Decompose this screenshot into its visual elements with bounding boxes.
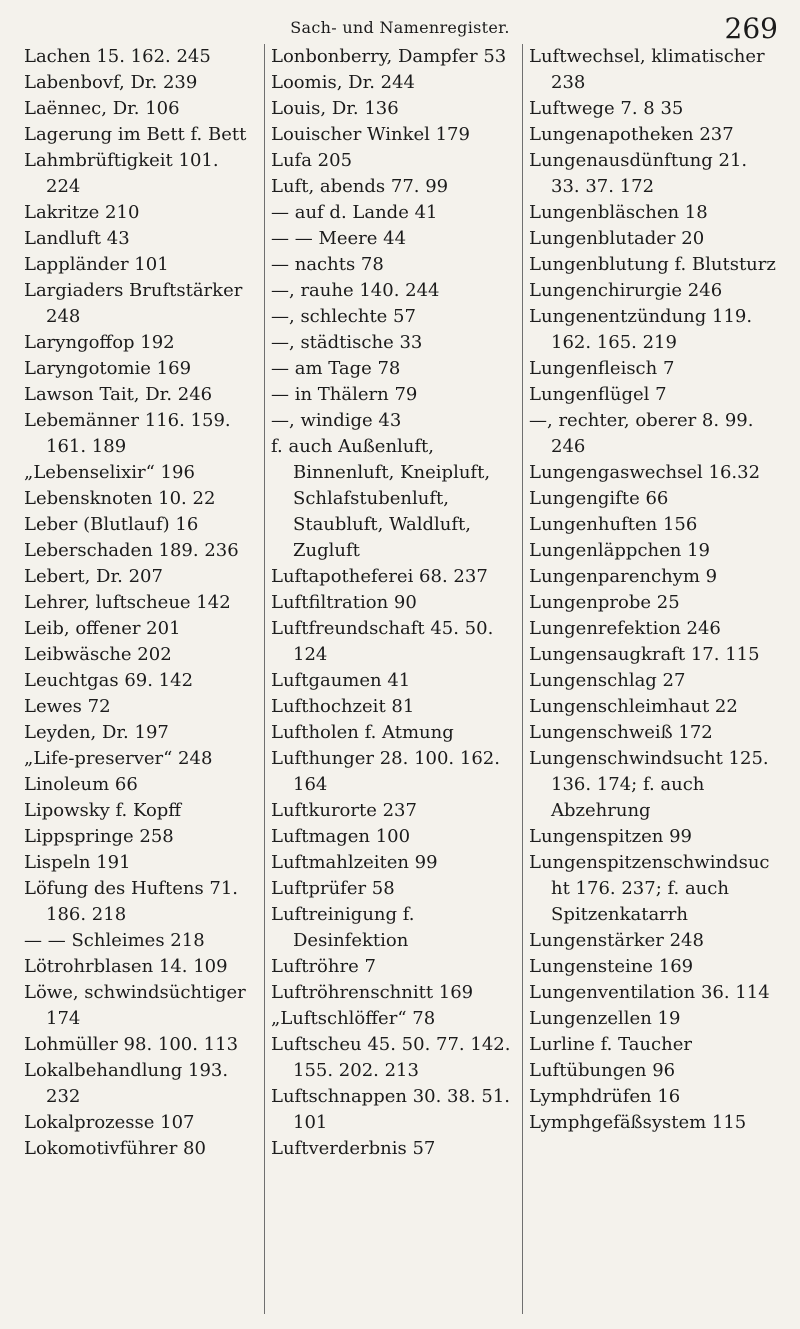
index-entry: Leber (Blutlauf) 16 <box>24 514 199 535</box>
index-entry: Luftgaumen 41 <box>271 670 411 691</box>
index-entry: Landluft 43 <box>24 228 130 249</box>
index-column-2 <box>264 44 522 1314</box>
running-title: Sach- und Namenregister. <box>290 18 510 37</box>
index-entry: —, städtische 33 <box>271 332 423 353</box>
index-entry: Louis, Dr. 136 <box>271 98 399 119</box>
index-entry: Labenbovf, Dr. 239 <box>24 72 198 93</box>
index-entry: Louischer Winkel 179 <box>271 124 470 145</box>
index-entry: Lungenzellen 19 <box>529 1008 681 1029</box>
index-entry: Leuchtgas 69. 142 <box>24 670 194 691</box>
index-entry: Luftwege 7. 8 35 <box>529 98 684 119</box>
index-entry: Lispeln 191 <box>24 852 131 873</box>
index-entry: Lungenparenchym 9 <box>529 566 718 587</box>
index-entry: Luftwechsel, klimatischer 238 <box>529 46 765 93</box>
index-entry: Luftröhrenschnitt 169 <box>271 982 474 1003</box>
index-entry: —, rauhe 140. 244 <box>271 280 440 301</box>
index-entry: Lokomotivführer 80 <box>24 1138 206 1159</box>
index-entry: Linoleum 66 <box>24 774 138 795</box>
index-entry: Lungenventilation 36. 114 <box>529 982 770 1003</box>
index-entry: Lungenapotheken 237 <box>529 124 734 145</box>
index-entry: Lungengaswechsel 16.32 <box>529 462 761 483</box>
index-entry: Lungenchirurgie 246 <box>529 280 723 301</box>
index-entry: Luft, abends 77. 99 <box>271 176 449 197</box>
index-entry: Lungenschweiß 172 <box>529 722 713 743</box>
index-entry: Laryngoffop 192 <box>24 332 175 353</box>
index-entry: Lawson Tait, Dr. 246 <box>24 384 213 405</box>
index-entry: Luftreinigung f. Desinfektion <box>271 904 415 951</box>
index-entry: Luftfreundschaft 45. 50. 124 <box>271 618 494 665</box>
index-entry: —, windige 43 <box>271 410 402 431</box>
index-entry: Luftfiltration 90 <box>271 592 417 613</box>
index-entry: Löfung des Huftens 71. 186. 218 <box>24 878 239 925</box>
index-entry: Lappländer 101 <box>24 254 169 275</box>
index-column-3 <box>522 44 784 1314</box>
index-entry: Laryngotomie 169 <box>24 358 192 379</box>
page-header <box>0 8 800 48</box>
index-column-1 <box>24 44 264 1314</box>
index-entry: Lungenschlag 27 <box>529 670 686 691</box>
index-entry: Lebert, Dr. 207 <box>24 566 163 587</box>
index-entry: Lakritze 210 <box>24 202 140 223</box>
index-entry: Lohmüller 98. 100. 113 <box>24 1034 239 1055</box>
index-entry: Lipowsky f. Kopff <box>24 800 182 821</box>
index-entry: — am Tage 78 <box>271 358 401 379</box>
index-entry: Laënnec, Dr. 106 <box>24 98 180 119</box>
index-entry: Luftscheu 45. 50. 77. 142. 155. 202. 213 <box>271 1034 511 1081</box>
index-entry: Lungenschleimhaut 22 <box>529 696 738 717</box>
index-entry: Lufa 205 <box>271 150 353 171</box>
index-entry: Lonbonberry, Dampfer 53 <box>271 46 507 67</box>
index-entry: Lungenschwindsucht 125. 136. 174; f. auch Abzehrung <box>529 748 769 821</box>
index-entry: Luftschnappen 30. 38. 51. 101 <box>271 1086 511 1133</box>
index-entry: Lungenbläschen 18 <box>529 202 708 223</box>
index-entry: Lungengifte 66 <box>529 488 669 509</box>
index-entry: Lungensaugkraft 17. 115 <box>529 644 760 665</box>
index-entry: Luftverderbnis 57 <box>271 1138 436 1159</box>
index-entry: Löwe, schwindsüchtiger 174 <box>24 982 246 1029</box>
index-entry: Largiaders Bruftstärker 248 <box>24 280 243 327</box>
index-entry: Lungenhuften 156 <box>529 514 698 535</box>
index-entry: Lurline f. Taucher <box>529 1034 692 1055</box>
index-entry: Luftmagen 100 <box>271 826 411 847</box>
index-entry: f. auch Außenluft, Binnenluft, Kneipluft, Schlafstubenluft, Staubluft, Waldluft, Zugluft <box>271 436 491 561</box>
index-entry: Luftapotheferei 68. 237 <box>271 566 488 587</box>
page-number: 269 <box>724 12 778 45</box>
index-entry: Luftprüfer 58 <box>271 878 395 899</box>
index-entry: Leib, offener 201 <box>24 618 181 639</box>
index-entry: Lahmbrüftigkeit 101. 224 <box>24 150 219 197</box>
index-entry: Lungenfleisch 7 <box>529 358 675 379</box>
index-entry: Lokalprozesse 107 <box>24 1112 195 1133</box>
index-entry: Leibwäsche 202 <box>24 644 172 665</box>
index-entry: Luftmahlzeiten 99 <box>271 852 438 873</box>
index-entry: „Luftschlöffer“ 78 <box>271 1008 436 1029</box>
index-entry: Lungenblutung f. Blutsturz <box>529 254 776 275</box>
index-entry: Lungenspitzenschwindsucht 176. 237; f. auch Spitzenkatarrh <box>529 852 770 925</box>
index-entry: Leyden, Dr. 197 <box>24 722 169 743</box>
index-entry: —, rechter, oberer 8. 99. 246 <box>529 410 754 457</box>
index-entry: Lebensknoten 10. 22 <box>24 488 216 509</box>
index-entry: Lymphdrüfen 16 <box>529 1086 681 1107</box>
index-entry: Lachen 15. 162. 245 <box>24 46 211 67</box>
index-entry: Lufthochzeit 81 <box>271 696 415 717</box>
index-entry: — — Meere 44 <box>271 228 407 249</box>
index-entry: — nachts 78 <box>271 254 384 275</box>
index-entry: Lufthunger 28. 100. 162. 164 <box>271 748 500 795</box>
index-entry: Lokalbehandlung 193. 232 <box>24 1060 229 1107</box>
index-entry: Lungenausdünftung 21. 33. 37. 172 <box>529 150 748 197</box>
index-entry: Lippspringe 258 <box>24 826 174 847</box>
index-entry: Lungenblutader 20 <box>529 228 705 249</box>
index-entry: Luftkurorte 237 <box>271 800 417 821</box>
index-entry: Lötrohrblasen 14. 109 <box>24 956 228 977</box>
index-entry: Lewes 72 <box>24 696 111 717</box>
index-entry: Lehrer, luftscheue 142 <box>24 592 231 613</box>
index-entry: Lungenstärker 248 <box>529 930 704 951</box>
index-entry: Lymphgefäßsystem 115 <box>529 1112 747 1133</box>
index-entry: „Lebenselixir“ 196 <box>24 462 195 483</box>
index-entry: Lungenrefektion 246 <box>529 618 721 639</box>
index-entry: Leberschaden 189. 236 <box>24 540 239 561</box>
index-entry: Lungenentzündung 119. 162. 165. 219 <box>529 306 753 353</box>
index-entry: — in Thälern 79 <box>271 384 418 405</box>
index-entry: Luftübungen 96 <box>529 1060 676 1081</box>
index-entry: Lebemänner 116. 159. 161. 189 <box>24 410 231 457</box>
index-entry: Loomis, Dr. 244 <box>271 72 415 93</box>
index-entry: — — Schleimes 218 <box>24 930 205 951</box>
index-entry: Luftholen f. Atmung <box>271 722 454 743</box>
index-entry: Luftröhre 7 <box>271 956 376 977</box>
index-columns <box>24 44 784 1314</box>
index-entry: Lagerung im Bett f. Bett <box>24 124 247 145</box>
index-entry: Lungenspitzen 99 <box>529 826 693 847</box>
index-entry: Lungenflügel 7 <box>529 384 667 405</box>
index-entry: — auf d. Lande 41 <box>271 202 438 223</box>
index-entry: „Life-preserver“ 248 <box>24 748 213 769</box>
index-entry: Lungenprobe 25 <box>529 592 680 613</box>
index-entry: Lungenläppchen 19 <box>529 540 710 561</box>
index-entry: Lungensteine 169 <box>529 956 694 977</box>
index-entry: —, schlechte 57 <box>271 306 416 327</box>
